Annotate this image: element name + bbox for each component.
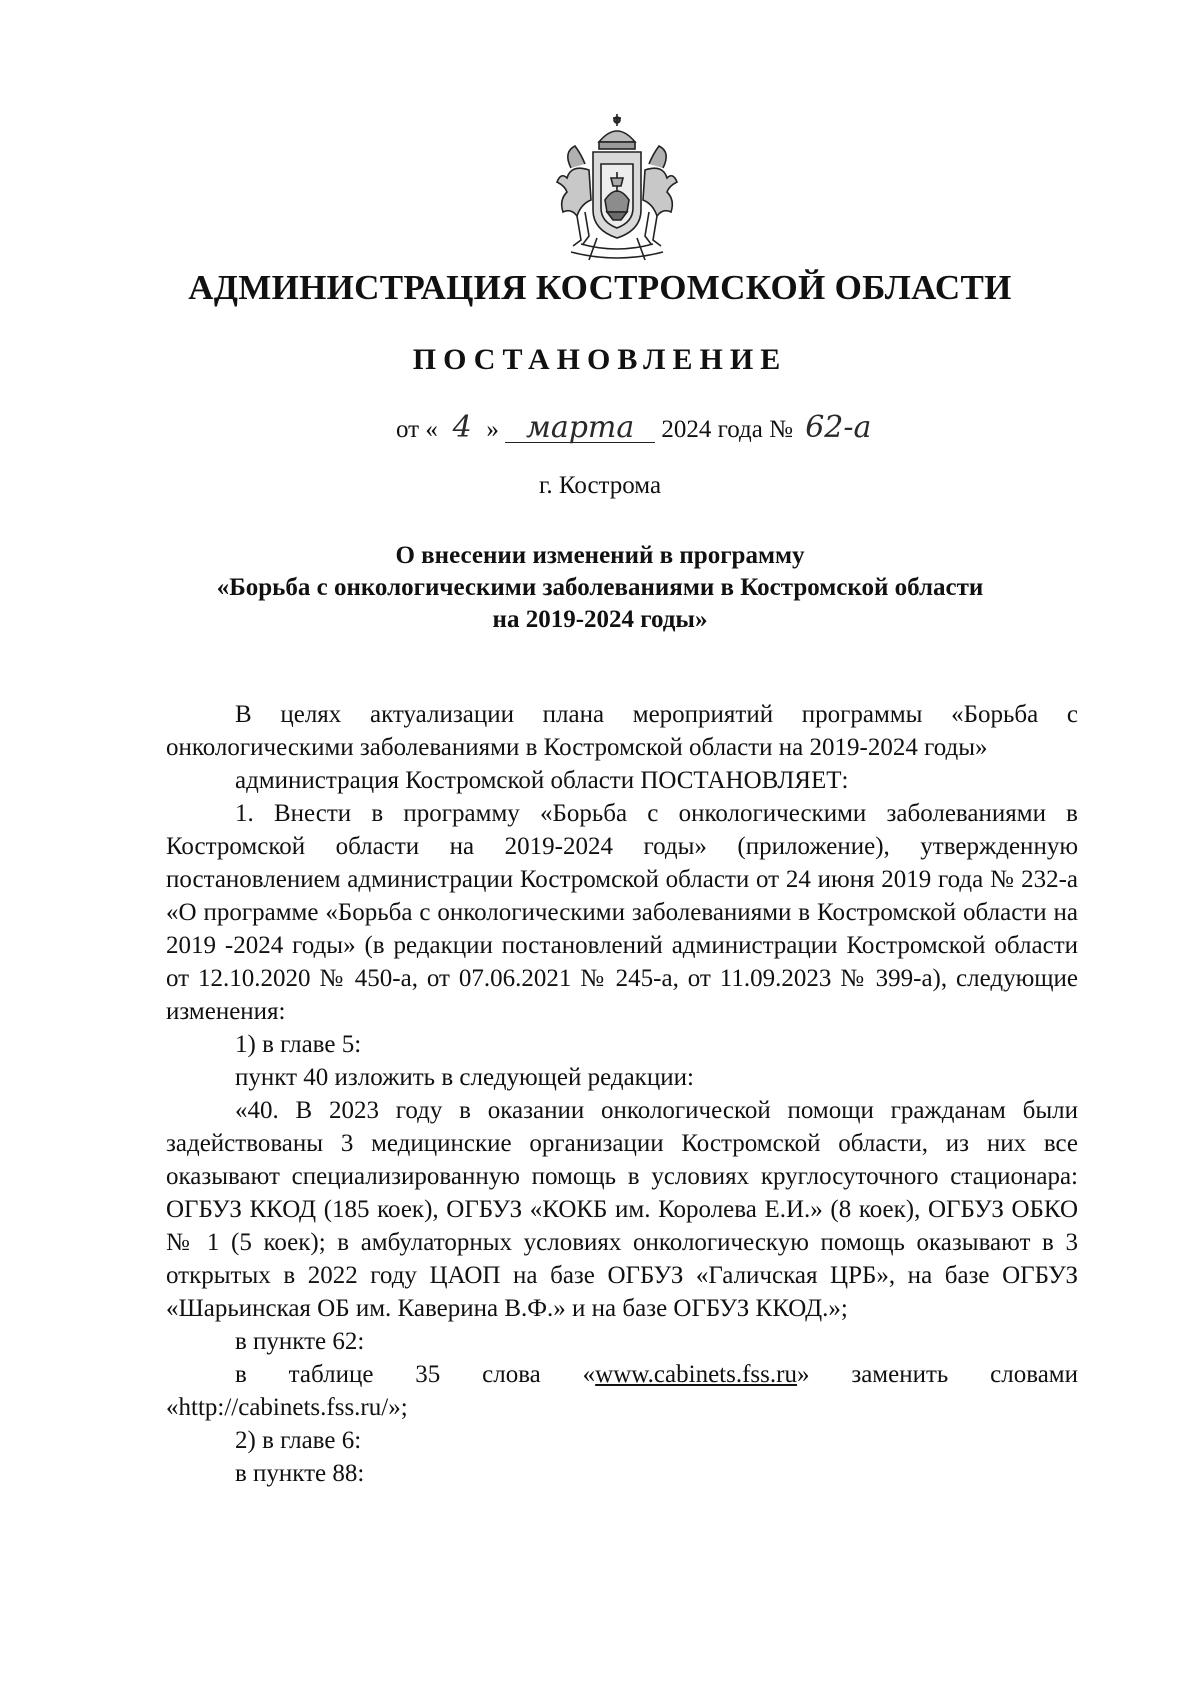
body-paragraph: «40. В 2023 году в оказании онкологической помощи гражданам были задействованы 3 медицинские организации Костромской области, из них все оказывают специализированную помощь в условиях круглосуточного стационара: ОГБУЗ ККОД (185 коек), ОГБУЗ «КОКБ им. Королева Е.И.» (8 коек), ОГБУЗ ОБКО № 1 (5 коек); в амбулаторных условиях онкологическую помощь оказывают в 3 открытых в 2022 году ЦАОП на базе ОГБУЗ «Галичская ЦРБ», на базе ОГБУЗ «Шарьинская ОБ им. Каверина В.Ф.» и на базе ОГБУЗ ККОД.»; <box>166 1097 1078 1322</box>
body-paragraph: 1. Внести в программу «Борьба с онкологическими заболеваниями в Костромской области на 2019-2024 годы» (приложение), утвержденную постановлением администрации Костромской области от 24 июня 2019 года № 232-а «О программе «Борьба с онкологическими заболеваниями в Костромской области на 2019 -2024 годы» (в редакции постановлений администрации Костромской области от 12.10.2020 № 450-а, от 07.06.2021 № 245-а, от 11.09.2023 № 399-а), следующие изменения: <box>166 800 1078 1025</box>
document-date-line <box>396 410 915 445</box>
document-type: ПОСТАНОВЛЕНИЕ <box>412 343 788 376</box>
body-text: » заменить словами «http://cabinets.fss.ru/»; <box>166 1361 1078 1421</box>
body-paragraph: В целях актуализации плана мероприятий программы «Борьба с онкологическими заболеваниями в Костромской области на 2019-2024 годы» <box>166 701 1078 761</box>
kostroma-coat-of-arms-icon <box>541 112 693 270</box>
website-link[interactable]: www.cabinets.fss.ru <box>595 1361 797 1388</box>
date-year: 2024 года № <box>661 416 793 443</box>
title-line: О внесении изменений в программу <box>395 542 805 569</box>
document-body <box>166 698 1078 1490</box>
date-month: марта <box>505 414 655 443</box>
body-paragraph: пункт 40 изложить в следующей редакции: <box>235 1064 694 1091</box>
date-day: 4 <box>452 410 472 445</box>
body-paragraph: в пункте 88: <box>235 1460 365 1487</box>
document-city: г. Кострома <box>538 472 662 499</box>
organization-name: АДМИНИСТРАЦИЯ КОСТРОМСКОЙ ОБЛАСТИ <box>188 268 1012 307</box>
title-line: на 2019-2024 годы» <box>492 606 708 633</box>
date-day-close: » <box>486 416 499 443</box>
body-text: в таблице 35 слова « <box>235 1361 596 1388</box>
document-title <box>0 540 1200 636</box>
body-paragraph: 2) в главе 6: <box>235 1427 362 1454</box>
document-number: 62-а <box>805 410 872 445</box>
body-paragraph: 1) в главе 5: <box>235 1031 362 1058</box>
body-paragraph: в пункте 62: <box>235 1328 365 1355</box>
body-paragraph <box>166 1358 1078 1424</box>
body-paragraph: администрация Костромской области ПОСТАНОВЛЯЕТ: <box>235 767 849 794</box>
date-prefix: от « <box>396 416 438 443</box>
title-line: «Борьба с онкологическими заболеваниями в Костромской области <box>216 574 984 601</box>
